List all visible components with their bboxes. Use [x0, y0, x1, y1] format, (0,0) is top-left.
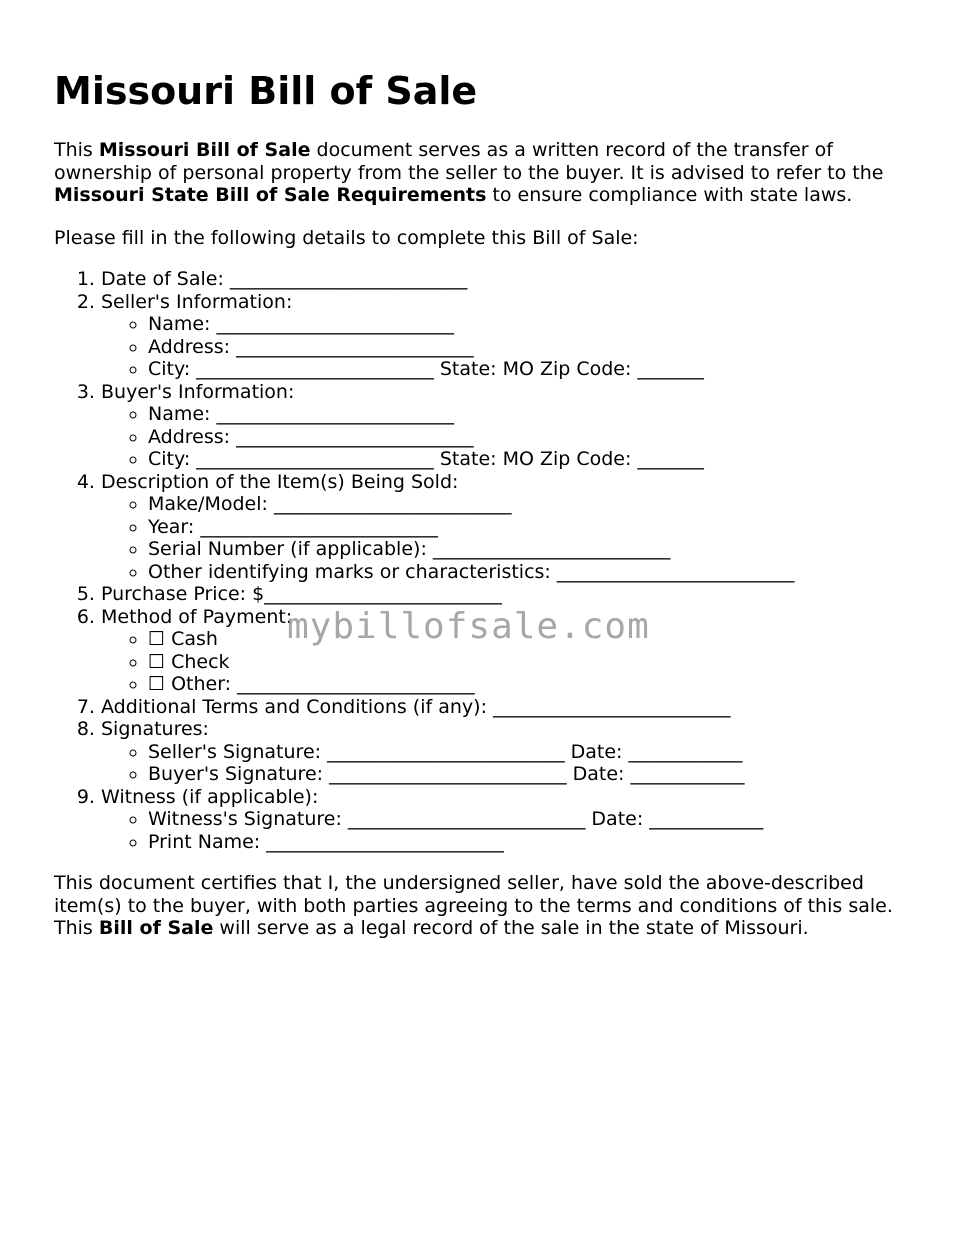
payment-cash-checkbox[interactable]: ◦ ☐ Cash	[148, 628, 934, 651]
watermark: mybillofsale.com	[287, 606, 650, 647]
intro-text-2: document serves as a written record of the transfer of ownership of personal property from the seller to the buyer. It is advised to refer to the	[54, 139, 884, 184]
document	[54, 66, 934, 940]
closing-bold: Bill of Sale	[98, 917, 214, 939]
buyer-information-label: Buyer's Information:	[101, 380, 295, 403]
form-fields-list	[54, 268, 934, 853]
serial-number-field[interactable]: ◦ Serial Number (if applicable): _________________________	[148, 538, 934, 561]
buyer-city-field[interactable]: ◦ City: _________________________ State: MO Zip Code: _______	[148, 448, 934, 471]
closing-text-1: This document certifies that I, the undersigned seller, have sold the above-described item(s) to the buyer, with both parties agreeing to the terms and conditions of this sale. This	[54, 872, 893, 939]
closing-text-2: will serve as a legal record of the sale in the state of Missouri.	[213, 917, 809, 939]
seller-information	[101, 291, 934, 381]
witness-signature-field[interactable]: ◦ Witness's Signature: _________________________ Date: ____________	[148, 808, 934, 831]
witness-label: Witness (if applicable):	[101, 785, 319, 808]
document-title: Missouri Bill of Sale	[54, 69, 478, 113]
intro-bold-title: Missouri Bill of Sale	[98, 139, 311, 161]
buyer-address-field[interactable]: ◦ Address: _________________________	[148, 426, 934, 449]
seller-city-field[interactable]: ◦ City: _________________________ State: MO Zip Code: _______	[148, 358, 934, 381]
seller-address-field[interactable]: ◦ Address: _________________________	[148, 336, 934, 359]
purchase-price-field[interactable]: 5. Purchase Price: $_________________________	[101, 583, 934, 606]
closing-paragraph	[54, 872, 934, 940]
buyer-signature-field[interactable]: ◦ Buyer's Signature: _________________________ Date: ____________	[148, 763, 934, 786]
payment-check-checkbox[interactable]: ◦ ☐ Check	[148, 651, 934, 674]
item-description-label: Description of the Item(s) Being Sold:	[101, 470, 459, 493]
buyer-name-field[interactable]: ◦ Name: _________________________	[148, 403, 934, 426]
payment-other-checkbox[interactable]: ◦ ☐ Other: _________________________	[148, 673, 934, 696]
seller-name-field[interactable]: ◦ Name: _________________________	[148, 313, 934, 336]
intro-text-1: This	[54, 139, 99, 161]
signatures-label: Signatures:	[101, 718, 209, 740]
make-model-field[interactable]: ◦ Make/Model: _________________________	[148, 493, 934, 516]
year-field[interactable]: ◦ Year: _________________________	[148, 516, 934, 539]
seller-information-label: Seller's Information:	[101, 290, 293, 313]
seller-signature-field[interactable]: ◦ Seller's Signature: _________________________ Date: ____________	[148, 741, 934, 764]
witness-print-name-field[interactable]: ◦ Print Name: _________________________	[148, 831, 934, 854]
date-of-sale-field[interactable]: 1. Date of Sale: _________________________	[101, 268, 934, 291]
identifying-marks-field[interactable]: ◦ Other identifying marks or characteristics: _________________________	[148, 561, 934, 584]
signatures-section	[101, 718, 934, 786]
item-description	[101, 471, 934, 584]
intro-text-3: to ensure compliance with state laws.	[486, 184, 853, 206]
intro-bold-requirements: Missouri State Bill of Sale Requirements	[54, 184, 487, 206]
payment-method-label: Method of Payment:	[101, 605, 293, 628]
intro-paragraph	[54, 139, 934, 207]
witness-section	[101, 786, 934, 854]
instructions: Please fill in the following details to complete this Bill of Sale:	[54, 226, 639, 249]
additional-terms-field[interactable]: 7. Additional Terms and Conditions (if any): _________________________	[101, 696, 934, 719]
buyer-information	[101, 381, 934, 471]
